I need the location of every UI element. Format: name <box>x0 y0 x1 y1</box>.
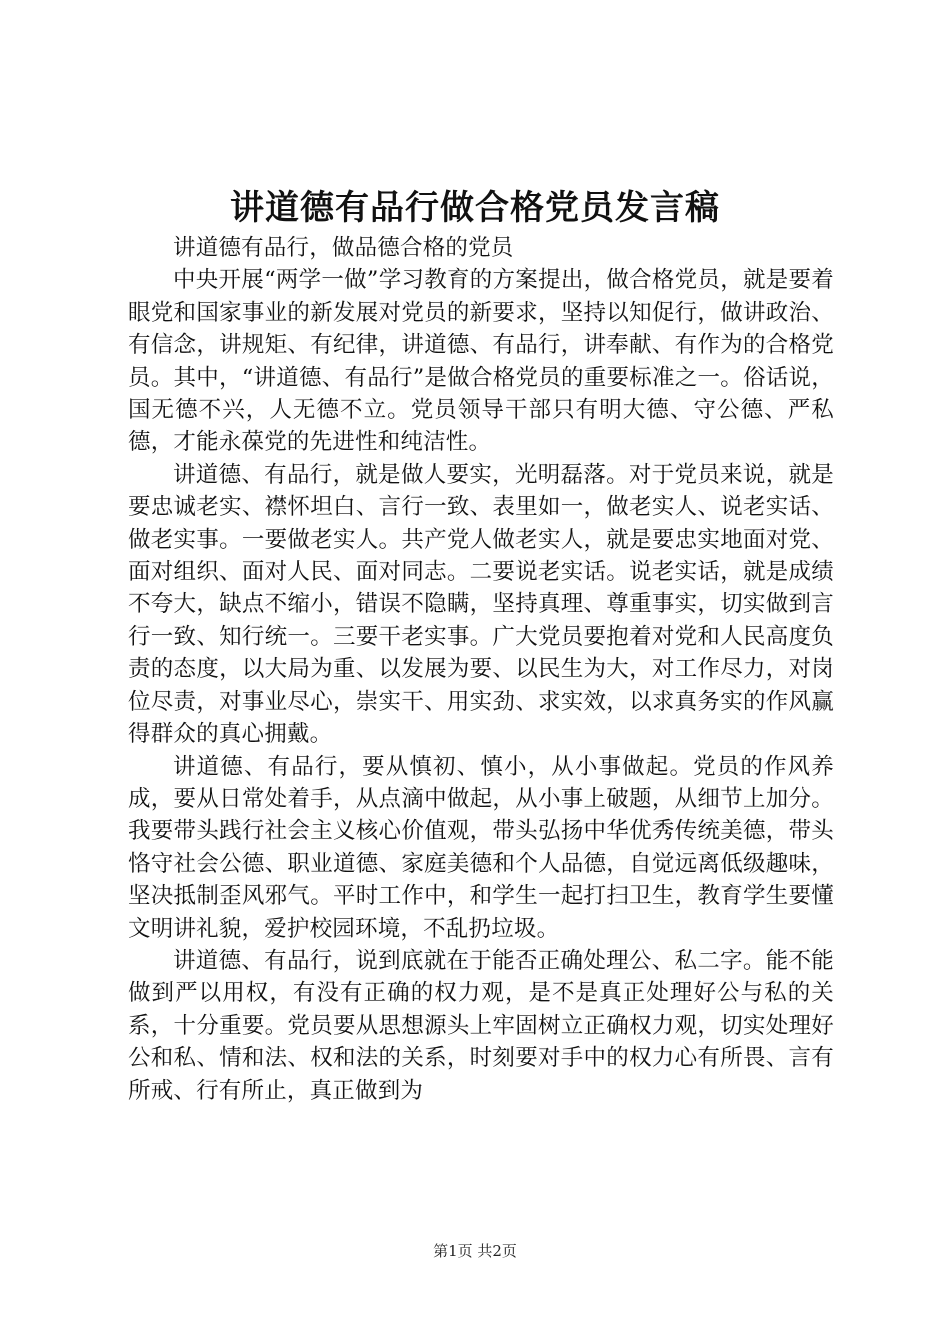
paragraph-subtitle: 讲道德有品行，做品德合格的党员 <box>173 235 514 261</box>
document-body <box>128 232 834 1107</box>
page-number-footer: 第1页 共2页 <box>433 1242 517 1260</box>
document-title: 讲道德有品行做合格党员发言稿 <box>230 188 720 228</box>
paragraph: 讲道德、有品行，就是做人要实，光明磊落。对于党员来说，就是要忠诚老实、襟怀坦白、言行一致、表里如一，做老实人、说老实话、做老实事。一要做老实人。共产党人做老实人，就是要忠实地面对党、面对组织、面对人民、面对同志。二要说老实话。说老实话，就是成绩不夸大，缺点不缩小，错误不隐瞒，坚持真理、尊重事实，切实做到言行一致、知行统一。三要干老实事。广大党员要抱着对党和人民高度负责的态度，以大局为重、以发展为要、以民生为大，对工作尽力，对岗位尽责，对事业尽心，崇实干、用实劲、求实效，以求真务实的作风赢得群众的真心拥戴。 <box>128 461 834 748</box>
paragraph: 中央开展“两学一做”学习教育的方案提出，做合格党员，就是要着眼党和国家事业的新发展对党员的新要求，坚持以知促行，做讲政治、有信念，讲规矩、有纪律，讲道德、有品行，讲奉献、有作为的合格党员。其中，“讲道德、有品行”是做合格党员的重要标准之一。俗话说，国无德不兴，人无德不立。党员领导干部只有明大德、守公德、严私德，才能永葆党的先进性和纯洁性。 <box>128 267 834 456</box>
paragraph: 讲道德、有品行，说到底就在于能否正确处理公、私二字。能不能做到严以用权，有没有正确的权力观，是不是真正处理好公与私的关系，十分重要。党员要从思想源头上牢固树立正确权力观，切实处理好公和私、情和法、权和法的关系，时刻要对手中的权力心有所畏、言有所戒、行有所止，真正做到为 <box>128 947 834 1104</box>
paragraph: 讲道德、有品行，要从慎初、慎小，从小事做起。党员的作风养成，要从日常处着手，从点滴中做起，从小事上破题，从细节上加分。我要带头践行社会主义核心价值观，带头弘扬中华优秀传统美德，带头恪守社会公德、职业道德、家庭美德和个人品德，自觉远离低级趣味，坚决抵制歪风邪气。平时工作中，和学生一起打扫卫生，教育学生要懂文明讲礼貌，爱护校园环境，不乱扔垃圾。 <box>128 753 834 942</box>
